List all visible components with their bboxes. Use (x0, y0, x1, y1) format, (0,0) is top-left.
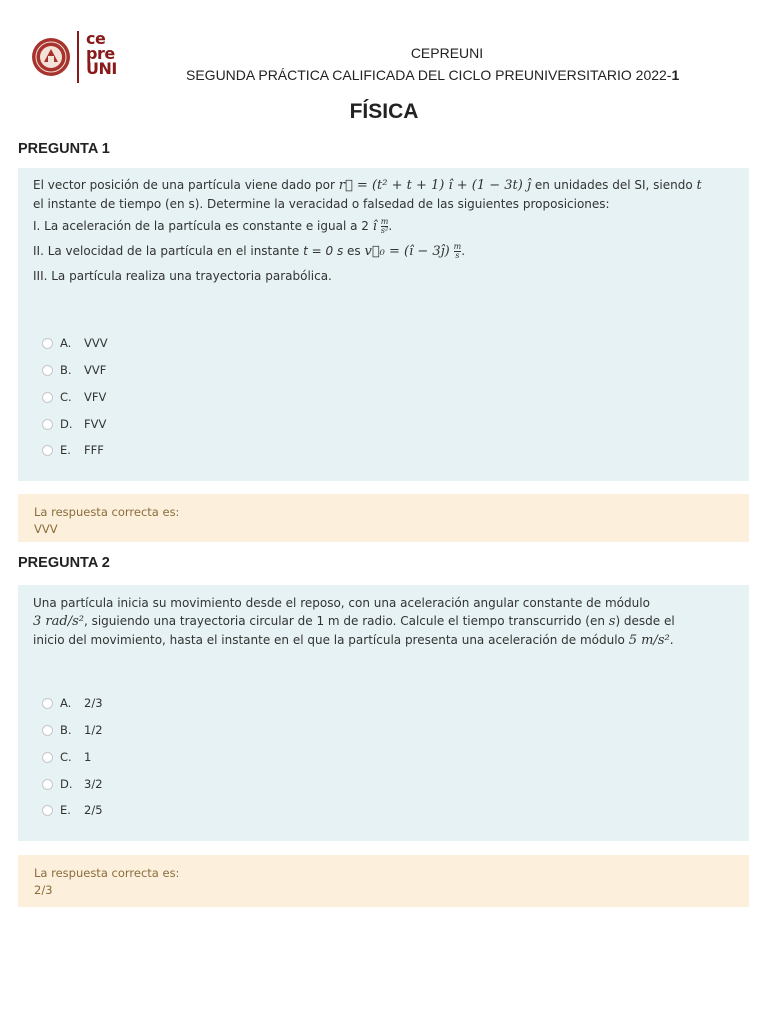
question-2-box (18, 585, 749, 841)
subject-title: FÍSICA (349, 100, 419, 123)
option-letter: D. (60, 417, 73, 431)
answer-label: La respuesta correcta es: (34, 505, 180, 519)
option-a[interactable] (42, 696, 103, 710)
prop-2-velocity: v⃗₀ = (î − 3ĵ) (364, 244, 450, 259)
logo-text-pre: pre (86, 44, 115, 63)
option-letter: B. (60, 723, 72, 737)
proposition-2: II. La velocidad de la partícula en el instante t = 0 s es v⃗₀ = (î − 3ĵ) $\frac{m}{s}$ . (33, 242, 466, 260)
question-2-answer (18, 855, 749, 907)
option-b[interactable] (42, 723, 103, 737)
option-letter: C. (60, 390, 72, 404)
q2-text-c: inicio del movimiento, hasta el instante en el que la partícula presenta una aceleración de módulo (33, 633, 629, 647)
prop-1-text: I. La aceleración de la partícula es constante e igual a 2 (33, 219, 369, 233)
option-text: 1 (84, 750, 92, 764)
option-text: VVV (84, 336, 108, 350)
logo-text-uni: UNI (86, 59, 117, 78)
q2-unit-s: s (608, 614, 616, 629)
prop-1-unit-vector: î (372, 219, 377, 234)
option-e[interactable] (42, 443, 104, 457)
radio-button[interactable] (42, 779, 53, 790)
prop-2-unit (454, 243, 462, 260)
option-letter: C. (60, 750, 72, 764)
option-a[interactable] (42, 336, 108, 350)
option-d[interactable] (42, 777, 103, 791)
proposition-3: III. La partícula realiza una trayectoria parabólica. (33, 269, 332, 283)
radio-button[interactable] (42, 365, 53, 376)
prop-2-mid: es (343, 244, 365, 258)
answer-value: VVV (34, 522, 58, 536)
option-b[interactable] (42, 363, 106, 377)
option-d[interactable] (42, 417, 106, 431)
option-letter: A. (60, 336, 72, 350)
logo-text-ce: ce (86, 29, 106, 48)
q2-acceleration: 5 m/s² (628, 633, 670, 648)
answer-value: 2/3 (34, 883, 53, 897)
option-text: 1/2 (84, 723, 103, 737)
option-text: VVF (84, 363, 107, 377)
question-1-box (18, 168, 749, 481)
question-2-line-2 (33, 612, 735, 631)
prop-1-unit (381, 218, 389, 235)
radio-button[interactable] (42, 392, 53, 403)
prop-1-unit-num: m (380, 217, 389, 226)
prop-2-time: t = 0 s (303, 244, 344, 258)
prop-1-unit-den: s² (380, 226, 389, 235)
radio-button[interactable] (42, 805, 53, 816)
radio-button[interactable] (42, 725, 53, 736)
radio-button[interactable] (42, 338, 53, 349)
q2-angular-acceleration: 3 rad/s² (33, 614, 84, 629)
option-c[interactable] (42, 750, 91, 764)
option-letter: B. (60, 363, 72, 377)
question-2-line-1: Una partícula inicia su movimiento desde el reposo, con una aceleración angular constante de módulo (33, 596, 650, 610)
question-2-statement (33, 594, 735, 650)
proposition-1: I. La aceleración de la partícula es constante e igual a 2 î $\frac{m}{\text{s²}}$ . (33, 217, 393, 235)
question-1-line-1 (33, 176, 735, 195)
institution-name: CEPREUNI (410, 45, 484, 61)
option-text: 2/3 (84, 696, 103, 710)
prop-2-unit-den: s (455, 251, 460, 260)
q1-text-b: en unidades del SI, siendo (531, 178, 697, 192)
radio-button[interactable] (42, 419, 53, 430)
option-text: 2/5 (84, 803, 103, 817)
q2-text-a: , siguiendo una trayectoria circular de 1 m de radio. Calcule el tiempo transcurrido (en (83, 614, 609, 628)
exam-title-main: SEGUNDA PRÁCTICA CALIFICADA DEL CICLO PREUNIVERSITARIO 2022- (186, 67, 672, 83)
option-c[interactable] (42, 390, 106, 404)
option-letter: E. (60, 443, 71, 457)
q2-text-b: ) desde el (615, 614, 675, 628)
option-letter: D. (60, 777, 73, 791)
q2-text-d: . (669, 633, 674, 647)
question-1-answer (18, 494, 749, 542)
question-1-statement (33, 176, 735, 285)
q1-position-vector: r⃗ = (t² + t + 1) î + (1 − 3t) ĵ (338, 178, 532, 193)
option-text: FFF (84, 443, 104, 457)
answer-label: La respuesta correcta es: (34, 866, 180, 880)
exam-title (186, 67, 679, 83)
option-letter: A. (60, 696, 72, 710)
question-2-line-3 (33, 631, 735, 650)
option-text: FVV (84, 417, 107, 431)
q1-var-t: t (696, 178, 702, 193)
exam-title-suffix: 1 (671, 67, 680, 83)
radio-button[interactable] (42, 698, 53, 709)
option-text: 3/2 (84, 777, 103, 791)
radio-button[interactable] (42, 445, 53, 456)
question-1-line-2: el instante de tiempo (en s). Determine la veracidad o falsedad de las siguientes proposiciones: (33, 197, 610, 211)
option-text: VFV (84, 390, 107, 404)
option-letter: E. (60, 803, 71, 817)
q1-text-a: El vector posición de una partícula viene dado por (33, 178, 339, 192)
question-1-title: PREGUNTA 1 (18, 141, 110, 157)
question-2-title: PREGUNTA 2 (18, 555, 110, 571)
option-e[interactable] (42, 803, 103, 817)
prop-2-text: II. La velocidad de la partícula en el instante (33, 244, 304, 258)
radio-button[interactable] (42, 752, 53, 763)
prop-2-unit-num: m (453, 242, 462, 251)
